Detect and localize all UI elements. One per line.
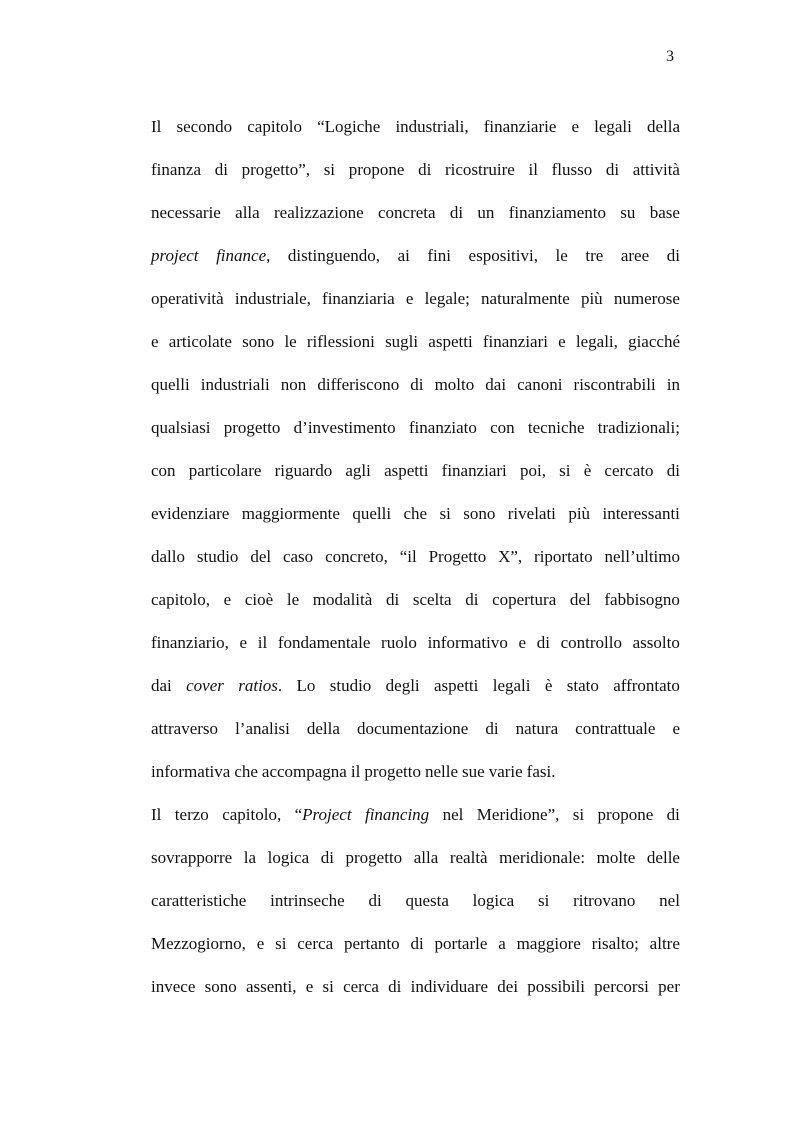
word: di: [485, 719, 499, 738]
word: molto: [434, 375, 475, 394]
word: e: [558, 332, 566, 351]
word: finanza: [151, 160, 202, 179]
word: contrattuale: [575, 719, 656, 738]
text-line: [151, 630, 680, 673]
text-line: [151, 286, 680, 329]
word: le: [284, 332, 297, 351]
word: di: [418, 160, 432, 179]
word: aspetti: [428, 332, 473, 351]
word: le: [286, 590, 300, 609]
text-line: [151, 372, 680, 415]
word: d’investimento: [293, 418, 396, 437]
word: copertura: [492, 590, 557, 609]
word: un: [477, 203, 495, 222]
word: della: [646, 117, 680, 136]
word: fini: [427, 246, 451, 265]
word: finanziari: [482, 332, 548, 351]
text-line: [151, 673, 680, 716]
word: stato: [566, 676, 599, 695]
word: progetto: [364, 762, 421, 781]
word: terzo: [174, 805, 209, 824]
word: giacché: [628, 332, 680, 351]
word: Mezzogiorno,: [151, 934, 246, 953]
word: della: [306, 719, 340, 738]
word: industriale,: [234, 289, 311, 308]
word: ruolo: [381, 633, 417, 652]
word: espositivi,: [468, 246, 538, 265]
word: dai: [485, 375, 507, 394]
word: e: [405, 289, 414, 308]
word: meridionale:: [499, 848, 586, 867]
word: è: [583, 461, 592, 480]
word: sono: [242, 332, 275, 351]
word: di: [214, 160, 228, 179]
word: con: [490, 418, 515, 437]
word: intrinseche: [270, 891, 345, 910]
word: Lo: [296, 676, 316, 695]
word: di: [410, 375, 424, 394]
text-line: [151, 587, 680, 630]
word: ratios.: [238, 676, 283, 695]
word: base: [649, 203, 680, 222]
word: secondo: [176, 117, 233, 136]
word: informativa: [151, 762, 231, 781]
word: concreta: [377, 203, 436, 222]
word: fondamentale: [277, 633, 371, 652]
word: Il: [151, 117, 162, 136]
word: logica: [472, 891, 515, 910]
word: caratteristiche: [151, 891, 247, 910]
word: che: [403, 504, 428, 523]
word: nel: [442, 805, 464, 824]
paragraph-chapter-two: [151, 114, 680, 802]
word: con: [151, 461, 176, 480]
word: assolto: [632, 633, 680, 652]
word: affrontato: [613, 676, 680, 695]
word: varie: [488, 762, 523, 781]
word: e: [151, 332, 159, 351]
word: riscontrabili: [573, 375, 656, 394]
word: articolate: [168, 332, 232, 351]
word: si: [323, 160, 336, 179]
word: propone: [348, 160, 405, 179]
word: nelle: [424, 762, 459, 781]
text-line: [151, 888, 680, 931]
word: finanziari: [441, 461, 507, 480]
word: alla: [413, 848, 439, 867]
word: di: [410, 934, 424, 953]
word: capitolo,: [151, 590, 211, 609]
word: concreto,: [325, 547, 388, 566]
word: si: [537, 891, 550, 910]
line-text: [151, 286, 680, 329]
word: finanziamento: [508, 203, 606, 222]
word: si: [439, 504, 451, 523]
word: Il: [151, 805, 162, 824]
word: canoni: [517, 375, 563, 394]
paragraph-chapter-three: [151, 802, 680, 1017]
word: qualsiasi: [151, 418, 211, 437]
text-line: [151, 200, 680, 243]
word: riguardo: [274, 461, 333, 480]
word: industriali: [200, 375, 270, 394]
text-line: [151, 845, 680, 888]
word: del: [250, 547, 272, 566]
text-line: [151, 931, 680, 974]
word: studio: [329, 676, 372, 695]
word: financing: [364, 805, 430, 824]
text-line: [151, 157, 680, 200]
word: aree: [620, 246, 650, 265]
word: modalità: [312, 590, 373, 609]
word: di: [536, 633, 550, 652]
word: e: [256, 934, 265, 953]
word: Meridione”,: [476, 805, 560, 824]
word: il: [257, 633, 268, 652]
word: necessarie: [151, 203, 221, 222]
word: progetto: [345, 848, 403, 867]
word: ricostruire: [444, 160, 515, 179]
word: pertanto: [343, 934, 400, 953]
word: finanziaria: [322, 289, 395, 308]
line-text: [151, 931, 680, 974]
word: e: [571, 117, 580, 136]
word: di: [465, 590, 479, 609]
word: agli: [345, 461, 371, 480]
word: scelta: [412, 590, 452, 609]
word: sono: [463, 504, 496, 523]
word: dallo: [151, 547, 185, 566]
word: non: [280, 375, 307, 394]
text-line: [151, 544, 680, 587]
word: aspetti: [434, 676, 479, 695]
line-text: [151, 888, 680, 931]
word: di: [666, 246, 680, 265]
word: più: [568, 504, 591, 523]
text-line: [151, 114, 680, 157]
line-text: [151, 974, 680, 1017]
word: evidenziare: [151, 504, 230, 523]
word: particolare: [188, 461, 262, 480]
word: si: [322, 977, 334, 996]
line-text: [151, 415, 680, 458]
word: di: [368, 891, 382, 910]
text-line: [151, 458, 680, 501]
word: “Logiche: [317, 117, 381, 136]
word: operatività: [151, 289, 224, 308]
word: progetto”,: [241, 160, 311, 179]
word: informativo: [427, 633, 508, 652]
word: cioè: [244, 590, 274, 609]
word: riportato: [534, 547, 593, 566]
word: percorsi: [594, 977, 649, 996]
word: fabbisogno: [604, 590, 680, 609]
word: legale;: [424, 289, 470, 308]
body-text: [151, 114, 680, 1017]
word: alla: [235, 203, 260, 222]
word: accompagna: [261, 762, 347, 781]
word: assenti,: [245, 977, 297, 996]
word: per: [658, 977, 680, 996]
word: maggiormente: [241, 504, 340, 523]
word: flusso: [551, 160, 593, 179]
word: X”,: [498, 547, 523, 566]
line-text: [151, 157, 680, 200]
line-text: [151, 114, 680, 157]
word: sovrapporre: [151, 848, 233, 867]
word: altre: [649, 934, 680, 953]
line-text: [151, 630, 680, 673]
word: ai: [397, 246, 410, 265]
word: attraverso: [151, 719, 219, 738]
text-line: [151, 716, 680, 759]
line-text: [151, 372, 680, 415]
word: nel: [659, 891, 680, 910]
word: finanziarie: [483, 117, 557, 136]
word: capitolo: [247, 117, 303, 136]
word: differiscono: [317, 375, 400, 394]
word: l’analisi: [235, 719, 290, 738]
word: legali: [492, 676, 531, 695]
word: di: [388, 977, 402, 996]
word: di: [605, 160, 620, 179]
word: dai: [151, 676, 172, 695]
word: è: [544, 676, 553, 695]
word: del: [569, 590, 591, 609]
text-line: [151, 329, 680, 372]
word: le: [555, 246, 568, 265]
word: maggiore: [516, 934, 581, 953]
word: industriali,: [395, 117, 469, 136]
word: si: [572, 805, 585, 824]
word: e: [518, 633, 527, 652]
word: che: [234, 762, 258, 781]
word: naturalmente: [481, 289, 570, 308]
word: tradizionali;: [597, 418, 680, 437]
word: realizzazione: [274, 203, 364, 222]
word: distinguendo,: [287, 246, 381, 265]
word: sugli: [385, 332, 419, 351]
word: legali,: [575, 332, 618, 351]
line-text: [151, 802, 680, 845]
word: quelli: [151, 375, 190, 394]
word: e: [672, 719, 680, 738]
word: questa: [405, 891, 449, 910]
word: poi,: [519, 461, 546, 480]
text-line: [151, 243, 680, 286]
text-line: [151, 974, 680, 1017]
word: finance,: [216, 246, 271, 265]
word: il: [528, 160, 538, 179]
word: cercato: [604, 461, 654, 480]
word: risalto;: [591, 934, 639, 953]
word: tecniche: [527, 418, 585, 437]
word: molte: [596, 848, 636, 867]
text-line: [151, 802, 680, 845]
word: realtà: [449, 848, 488, 867]
word: natura: [515, 719, 559, 738]
word: numerose: [613, 289, 680, 308]
word: interessanti: [602, 504, 680, 523]
word: portarle: [434, 934, 488, 953]
word: la: [243, 848, 257, 867]
text-line: [151, 759, 680, 802]
word: progetto: [223, 418, 281, 437]
word: di: [320, 848, 334, 867]
line-text: [151, 759, 680, 802]
word: rivelati: [507, 504, 556, 523]
word: di: [666, 461, 680, 480]
word: il: [350, 762, 361, 781]
word: sono: [204, 977, 237, 996]
word: più: [580, 289, 603, 308]
word: ritrovano: [573, 891, 636, 910]
line-text: [151, 845, 680, 888]
word: sue: [462, 762, 485, 781]
word: project: [151, 246, 199, 265]
word: tre: [585, 246, 604, 265]
word: documentazione: [356, 719, 469, 738]
word: quelli: [352, 504, 392, 523]
word: e: [239, 633, 248, 652]
page-number: 3: [666, 48, 674, 65]
word: su: [620, 203, 636, 222]
word: aspetti: [384, 461, 429, 480]
word: e: [305, 977, 314, 996]
word: e: [223, 590, 232, 609]
word: delle: [646, 848, 680, 867]
line-text: [151, 243, 680, 286]
word: a: [498, 934, 506, 953]
word: di: [385, 590, 400, 609]
word: nell’ultimo: [604, 547, 680, 566]
word: logica: [267, 848, 310, 867]
line-text: [151, 587, 680, 630]
word: possibili: [527, 977, 585, 996]
line-text: [151, 458, 680, 501]
word: Progetto: [428, 547, 487, 566]
line-text: [151, 501, 680, 544]
word: attività: [632, 160, 680, 179]
word: si: [559, 461, 571, 480]
word: cerca: [297, 934, 334, 953]
word: invece: [151, 977, 196, 996]
word: “Project: [294, 805, 352, 824]
word: dei: [497, 977, 519, 996]
word: finanziario,: [151, 633, 229, 652]
word: caso: [282, 547, 314, 566]
word: individuare: [410, 977, 489, 996]
word: legali: [594, 117, 632, 136]
word: controllo: [560, 633, 622, 652]
line-text: [151, 544, 680, 587]
word: studio: [196, 547, 239, 566]
word: si: [275, 934, 287, 953]
word: cerca: [343, 977, 379, 996]
word: cover: [186, 676, 224, 695]
line-text: [151, 716, 680, 759]
word: riflessioni: [306, 332, 375, 351]
word: di: [666, 805, 680, 824]
word: di: [449, 203, 464, 222]
word: capitolo,: [222, 805, 282, 824]
line-text: [151, 673, 680, 716]
line-text: [151, 329, 680, 372]
line-text: [151, 200, 680, 243]
word: propone: [597, 805, 654, 824]
text-line: [151, 415, 680, 458]
word: “il: [399, 547, 417, 566]
word: fasi.: [526, 762, 556, 781]
text-line: [151, 501, 680, 544]
word: finanziato: [408, 418, 477, 437]
word: in: [666, 375, 680, 394]
word: degli: [385, 676, 420, 695]
